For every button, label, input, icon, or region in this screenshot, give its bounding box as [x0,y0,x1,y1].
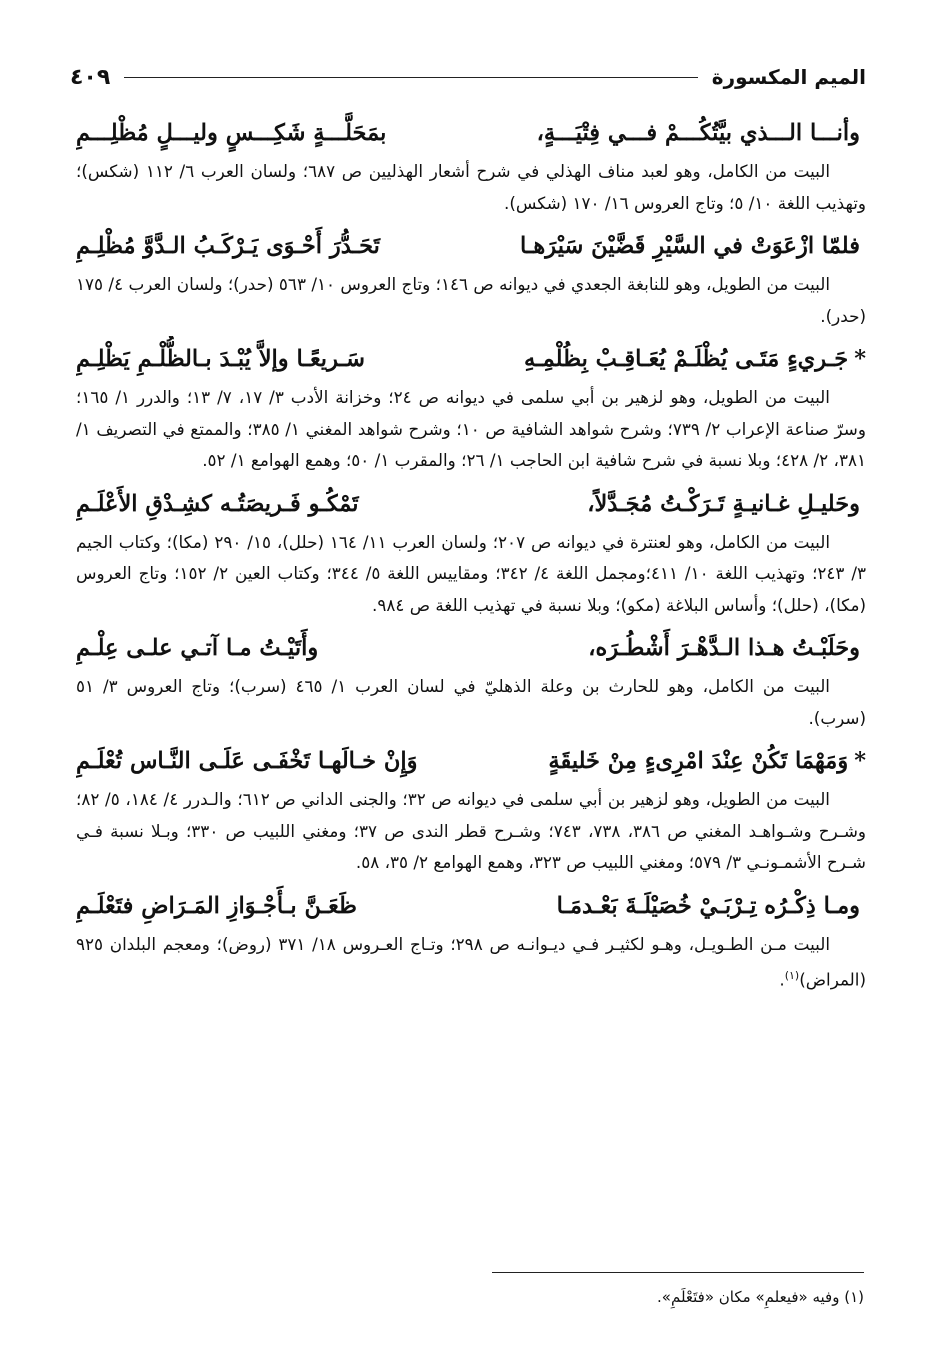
verse-line [76,223,866,269]
verse-hemistich-second: وَإِنْ خـالَهـا تَخْفَـى عَلَـى النَّـاس تُعْلَـمِ [76,748,418,774]
verse-hemistich-second: ظَعَـنَّ بـأَجْـوَازِ المَـرَاضِ فتَعْلَـمِ [76,892,357,919]
page-header [70,62,866,92]
verse-hemistich-first: فلمّا ازْعَوَتْ في السَّيْرِ قَضَّيْنَ سَيْرَهـا [519,233,860,259]
verse-commentary: البيت من الكامل، وهو لعبد مناف الهذلي في شرح أشعار الهذليين ص ٦٨٧؛ ولسان العرب ٦/ ١١٢ (شكس)؛ وتهذيب اللغة ١٠/ ٥؛ وتاج العروس ١٦/ ١٧٠ (شكس). [76,161,866,213]
verse-hemistich-first: وحَلَبْـتُ هـذا الـدَّهْـرَ أَشْطُـرَه، [588,635,860,661]
verse-commentary: البيت من الطويل، وهو للنابغة الجعدي في ديوانه ص ١٤٦؛ وتاج العروس ١٠/ ٥٦٣ (حدر)؛ ولسان العرب ٤/ ١٧٥ (حدر). [76,274,866,326]
page-body [76,110,866,1000]
verse-hemistich-second: تَحَـدُّرَ أَحْـوَى يَـرْكَـبُ الـدَّوَّ مُظْلِـمِ [76,233,380,259]
verse-commentary: البيت مـن الطـويـل، وهـو لكثيـر فـي ديـوانـه ص ٢٩٨؛ وتـاج العـروس ١٨/ ٣٧١ (روض)؛ ومعجم البلدان ٩٢٥ (المراض)$^{(١)}$. [76,933,866,990]
verse-hemistich-first: وَمَهْمَا تَكُنْ عِنْدَ امْرِىءٍ مِنْ خَليقَةٍ [548,748,849,774]
footnote: (١) وفيه «فيعلمِ» مكان «فتَعْلَمِ». [657,1288,864,1306]
verse-commentary: البيت من الكامل، وهو لعنترة في ديوانه ص ٢٠٧؛ ولسان العرب ١١/ ١٦٤ (حلل)، ١٥/ ٢٩٠ (مكا)؛ وكتاب الجيم ٣/ ٢٤٣؛ وتهذيب اللغة ١٠/ ٤١١؛ومجمل اللغة ٤/ ٣٤٢؛ ومقاييس اللغة ٥/ ٣٤٤؛ وكتاب العين ٢/ ١٥٢؛ وتاج العروس (مكا)، (حلل)؛ وأساس البلاغة (مكو)؛ وبلا نسبة في تهذيب اللغة ص ٩٨٤. [76,531,866,615]
verse-hemistich-first: ومـا ذِكْـرُه تِـرْبَـيْ خُصَيْلَـةَ بَعْـدمَـا [556,892,860,919]
verse-hemistich-first: وحَليـلِ غـانيـةٍ تَـرَكْـتُ مُجَـدَّلاً، [587,490,860,517]
verse-commentary: البيت من الطويل، وهو لزهير بن أبي سلمى في ديوانه ص ٣٢؛ والجنى الداني ص ٦١٢؛ والـدرر ٤/ ١٨٤، ٥/ ٨٢؛ وشـرح وشـواهـد المغني ص ٣٨٦، ٧٣٨، ٧٤٣؛ وشـرح قطر الندى ص ٣٧؛ ومغني اللبيب ص ٣٣٠؛ وبـلا نسبة فـي شـرح الأشمـونـي ٣/ ٥٧٩؛ ومغني اللبيب ص ٣٢٣، وهمع الهوامع ٢/ ٣٥، ٥٨. [76,789,866,872]
verse-hemistich-first: وأنـــا الـــذي بيَّتُكُـــمْ فـــي فِتْيَـــةٍ، [536,120,860,146]
footnote-reference[interactable]: (١) [784,969,800,982]
verse-star-marker: * [854,748,866,774]
verse-line [76,481,866,527]
verse-commentary: البيت من الطويل، وهو لزهير بن أبي سلمى في ديوانه ص ٢٤؛ وخزانة الأدب ٣/ ١٧، ٧/ ١٣؛ والدرر ١/ ١٦٥؛ وسرّ صناعة الإعراب ٢/ ٧٣٩؛ وشرح شواهد الشافية ص ١٠؛ وشرح شواهد المغني ١/ ٣٨٥؛ والممتع في التصريف ١/ ٣٨١، ٢/ ٤٢٨؛ وبلا نسبة في شرح شافية ابن الحاجب ١/ ٢٦؛ والمقرب ١/ ٥٠؛ وهمع الهوامع ١/ ٥٢. [76,387,866,470]
verse-line [76,738,866,784]
verse-line [76,336,866,382]
verse-hemistich-second: وأَتَيْـتُ مـا آتـي علـى عِلْـمِ [76,635,319,661]
verse-star-marker: * [854,346,866,372]
verse-line [76,625,866,671]
verse-hemistich-first: جَـريءٍ مَتَـى يُظْلَـمْ يُعَـاقِـبْ بِظُلْمِـهِ [524,346,849,372]
page-number: ٤٠٩ [70,64,111,90]
verse-commentary: البيت من الكامل، وهو للحارث بن وعلة الذهليّ في لسان العرب ١/ ٤٦٥ (سرب)؛ وتاج العروس ٣/ ٥١ (سرب). [76,676,866,728]
header-rule [124,77,698,78]
verse-hemistich-second: سَـريعًـا وإلاَّ يُبْـدَ بـالظُّلْـمِ يَظْلِـمِ [76,346,365,372]
footnote-separator [492,1272,864,1273]
verse-hemistich-second: بمَحَلَّـــةٍ شَكِـــسٍ وليـــلٍ مُظْلِـــمِ [76,120,387,146]
chapter-title: الميم المكسورة [711,65,866,89]
verse-hemistich-second: تَمْكُـو فَـريصَتُـه كشِـدْقِ الأَعْلَـمِ [76,490,359,517]
verse-line [76,883,866,929]
verse-line [76,110,866,156]
